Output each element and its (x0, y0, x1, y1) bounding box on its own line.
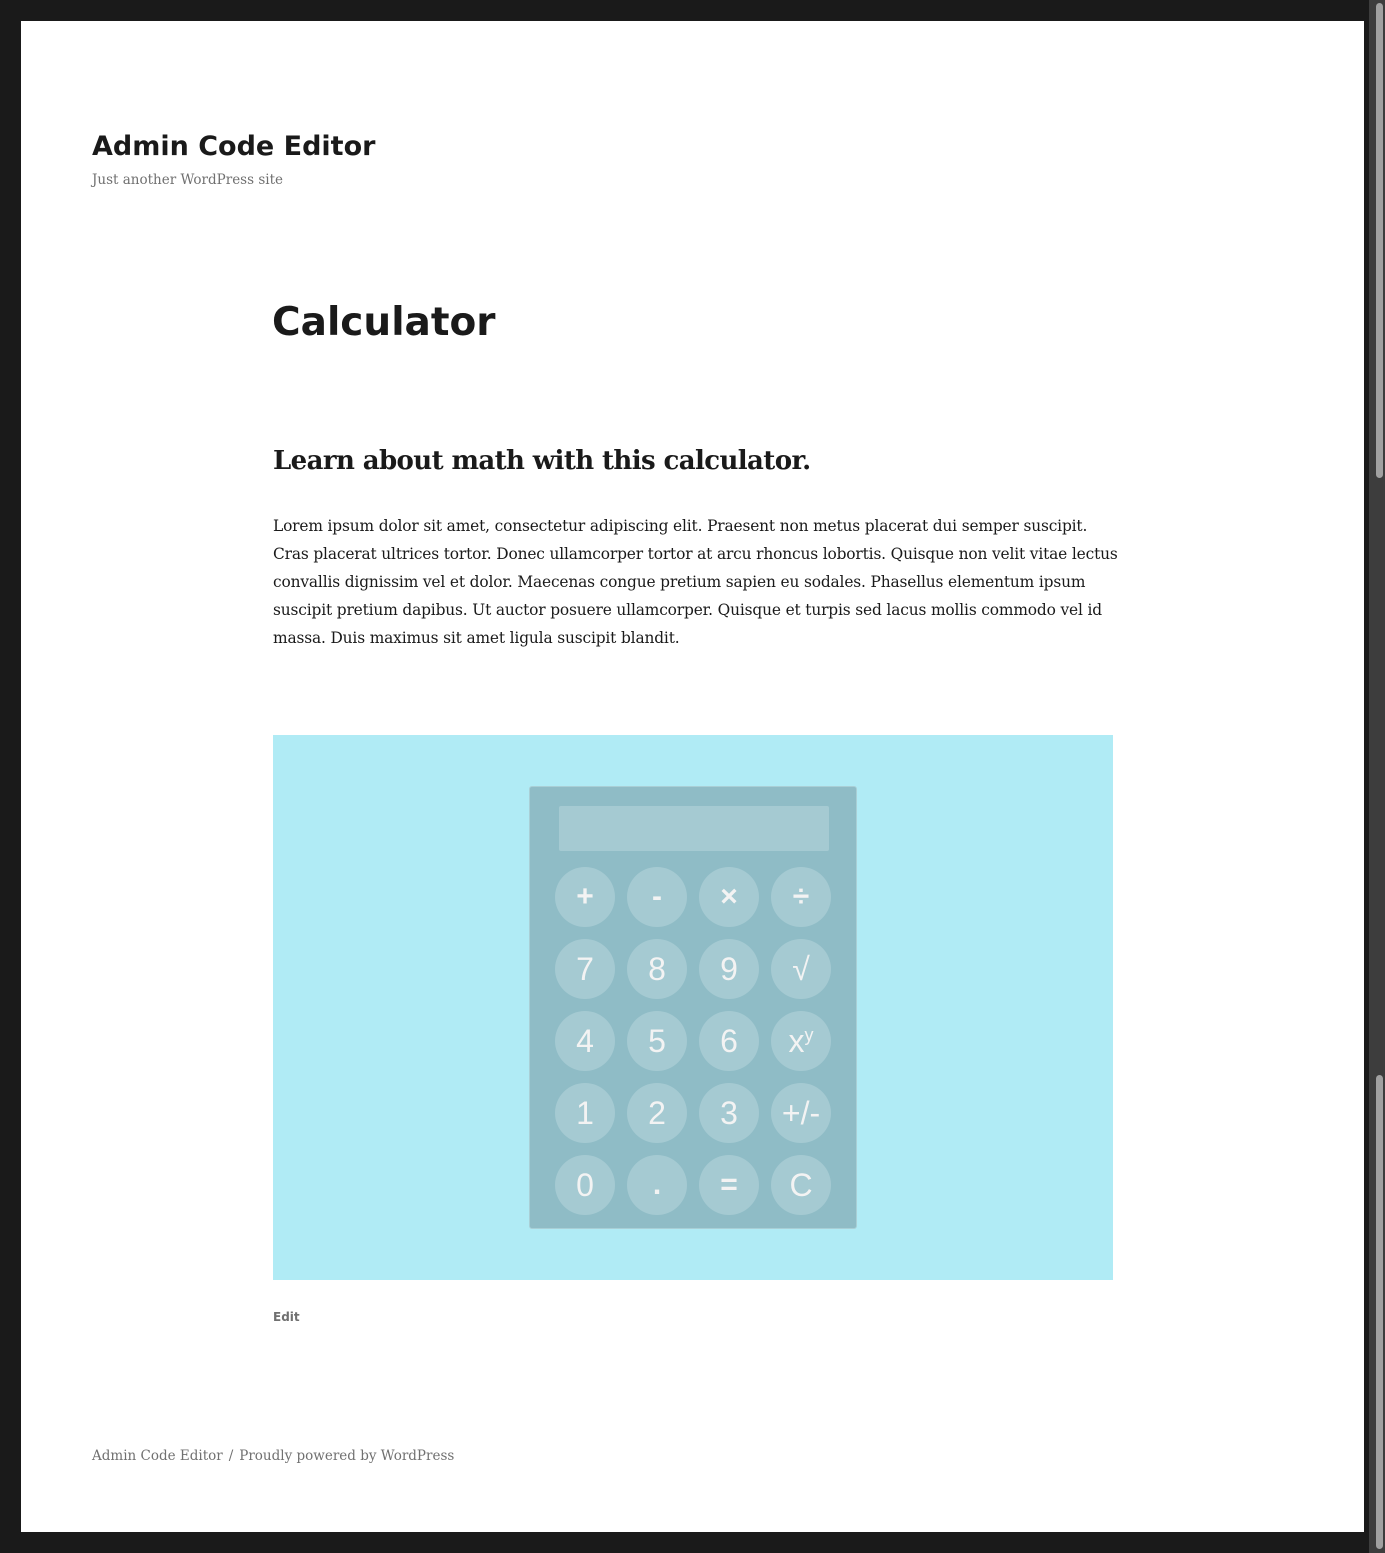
calc-button-equals[interactable]: = (699, 1155, 759, 1215)
calc-button-2[interactable]: 2 (627, 1083, 687, 1143)
calc-button-0[interactable]: 0 (555, 1155, 615, 1215)
calc-button-6[interactable]: 6 (699, 1011, 759, 1071)
scrollbar-thumb-upper[interactable] (1376, 3, 1383, 478)
calc-button-5[interactable]: 5 (627, 1011, 687, 1071)
footer-site-link[interactable]: Admin Code Editor (92, 1448, 223, 1464)
calc-button-8[interactable]: 8 (627, 939, 687, 999)
calc-button-add[interactable]: + (555, 867, 615, 927)
site-description: Just another WordPress site (92, 172, 283, 188)
edit-link[interactable]: Edit (273, 1310, 300, 1324)
calculator-widget (273, 735, 1113, 1280)
calc-button-power[interactable] (771, 1011, 831, 1071)
entry-paragraph: Lorem ipsum dolor sit amet, consectetur adipiscing elit. Praesent non metus placerat dui semper suscipit. Cras placerat ultrices tortor. Donec ullamcorper tortor at arcu rhoncus lobortis. Quisque non velit vitae lectus convallis dignissim vel et dolor. Maecenas congue pretium sapien eu sodales. Phasellus elementum ipsum suscipit pretium dapibus. Ut auctor posuere ullamcorper. Quisque et turpis sed lacus mollis commodo vel id massa. Duis maximus sit amet ligula suscipit blandit. (273, 517, 1118, 647)
scrollbar-thumb-lower[interactable] (1376, 1075, 1383, 1549)
site-footer (92, 1448, 454, 1464)
calculator-body (529, 786, 857, 1229)
calc-button-negate[interactable]: +/- (771, 1083, 831, 1143)
calc-button-3[interactable]: 3 (699, 1083, 759, 1143)
page-title: Calculator (272, 300, 496, 345)
calc-button-clear[interactable]: C (771, 1155, 831, 1215)
calc-button-4[interactable]: 4 (555, 1011, 615, 1071)
power-exponent: y (804, 1024, 814, 1045)
calc-button-1[interactable]: 1 (555, 1083, 615, 1143)
power-base: x (788, 1022, 805, 1059)
site-title-link[interactable]: Admin Code Editor (92, 131, 376, 162)
calc-button-divide[interactable]: ÷ (771, 867, 831, 927)
calculator-display (559, 806, 829, 851)
calc-button-subtract[interactable]: - (627, 867, 687, 927)
footer-separator: / (228, 1448, 234, 1464)
entry-subheading: Learn about math with this calculator. (273, 446, 811, 476)
calc-button-multiply[interactable]: × (699, 867, 759, 927)
calc-button-sqrt[interactable]: √ (771, 939, 831, 999)
footer-wordpress-link[interactable]: Proudly powered by WordPress (239, 1448, 455, 1464)
calc-button-9[interactable]: 9 (699, 939, 759, 999)
calc-button-7[interactable]: 7 (555, 939, 615, 999)
calc-button-decimal[interactable]: . (627, 1155, 687, 1215)
